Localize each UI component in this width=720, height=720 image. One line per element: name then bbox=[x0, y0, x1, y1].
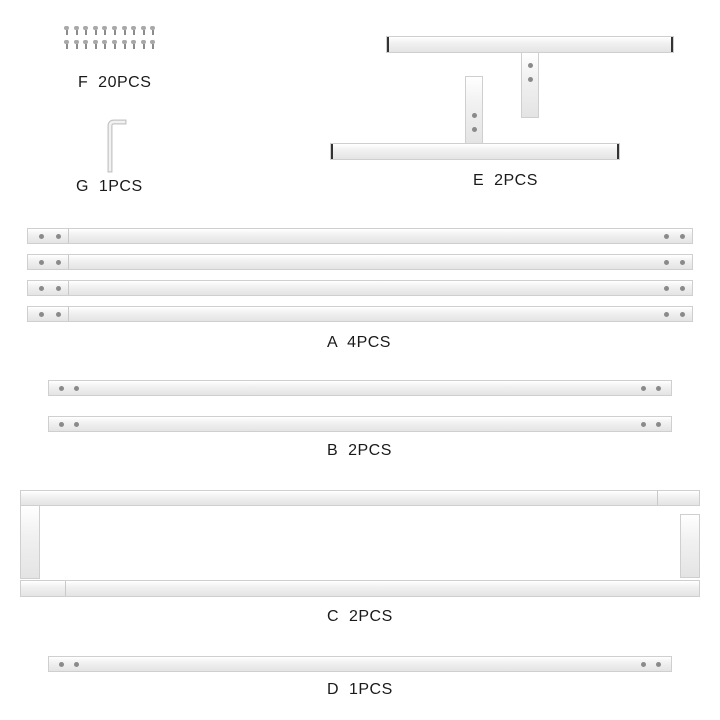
part-e-bottom-bar bbox=[330, 143, 620, 160]
screw-icon bbox=[112, 40, 117, 49]
screw-icon bbox=[112, 26, 117, 35]
part-g-label: G 1PCS bbox=[76, 178, 143, 195]
screw-icon bbox=[74, 40, 79, 49]
screw-icon bbox=[131, 40, 136, 49]
screw-icon bbox=[93, 26, 98, 35]
part-a-label: A 4PCS bbox=[327, 334, 391, 351]
part-b-bar bbox=[48, 416, 672, 432]
part-c-label: C 2PCS bbox=[327, 608, 393, 625]
screw-icon bbox=[102, 26, 107, 35]
screw-icon bbox=[150, 26, 155, 35]
screw-icon bbox=[93, 40, 98, 49]
screw-icon bbox=[64, 26, 69, 35]
part-d-bar bbox=[48, 656, 672, 672]
part-a-bar bbox=[27, 254, 693, 270]
screw-icon bbox=[141, 26, 146, 35]
part-f-label: F 20PCS bbox=[78, 74, 152, 91]
screw-icon bbox=[83, 26, 88, 35]
allen-key-icon bbox=[96, 118, 130, 174]
part-b-label: B 2PCS bbox=[327, 442, 392, 459]
screw-icon bbox=[64, 40, 69, 49]
part-a-bar bbox=[27, 306, 693, 322]
screws-group bbox=[64, 26, 164, 56]
part-b-bar bbox=[48, 380, 672, 396]
part-e-label: E 2PCS bbox=[473, 172, 538, 189]
screw-icon bbox=[150, 40, 155, 49]
part-a-bar bbox=[27, 228, 693, 244]
part-d-label: D 1PCS bbox=[327, 681, 393, 698]
screw-icon bbox=[131, 26, 136, 35]
part-c-right-post bbox=[680, 514, 700, 578]
screw-icon bbox=[122, 26, 127, 35]
screw-icon bbox=[102, 40, 107, 49]
part-e-bottom-stem bbox=[465, 76, 483, 144]
part-e-top-stem bbox=[521, 52, 539, 118]
screw-icon bbox=[141, 40, 146, 49]
part-c-bottom-bar bbox=[20, 580, 700, 597]
part-a-bar bbox=[27, 280, 693, 296]
screw-icon bbox=[83, 40, 88, 49]
part-c-top-bar bbox=[20, 490, 700, 506]
part-e-top-bar bbox=[386, 36, 674, 53]
screw-icon bbox=[74, 26, 79, 35]
part-c-left-post bbox=[20, 505, 40, 579]
screw-icon bbox=[122, 40, 127, 49]
